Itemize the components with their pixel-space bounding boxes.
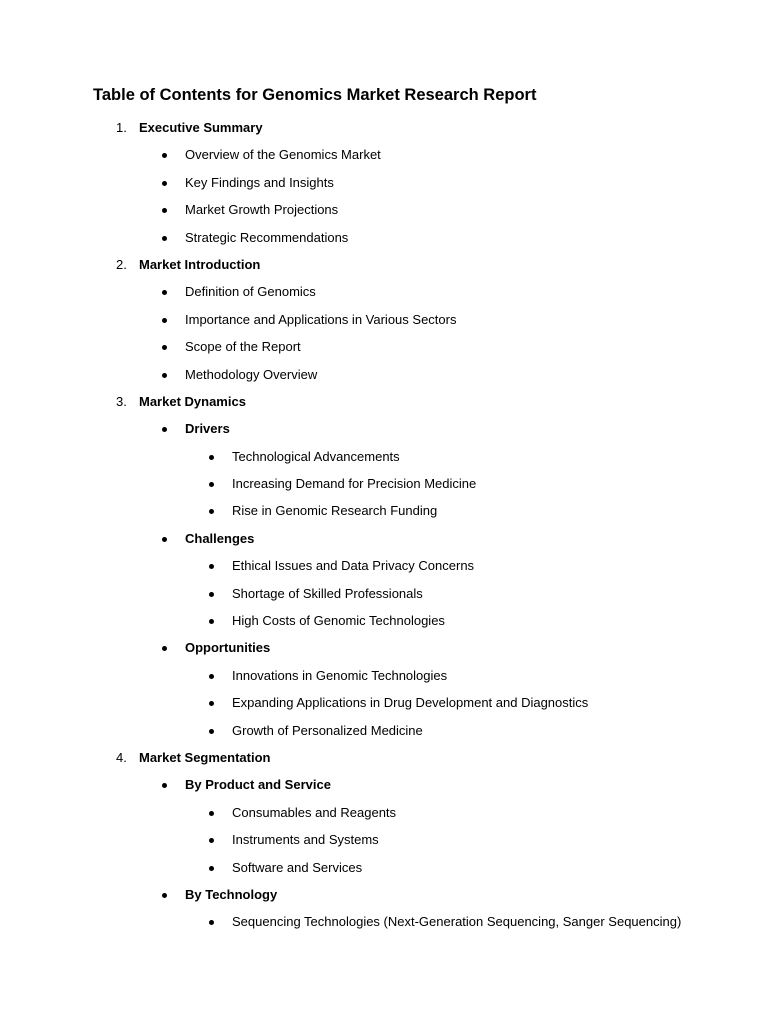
toc-section: [0, 390, 768, 417]
bullet-icon: [209, 674, 214, 679]
bullet-icon: [209, 701, 214, 706]
toc-item-text: Executive Summary: [139, 120, 263, 135]
toc-item-text: Expanding Applications in Drug Development and Diagnostics: [232, 695, 589, 711]
toc-item-text: By Product and Service: [185, 777, 331, 793]
toc-item: [0, 883, 768, 910]
bullet-icon: [162, 181, 167, 186]
bullet-icon: [209, 482, 214, 487]
section-number: 4.: [116, 749, 127, 765]
bullet-icon: [209, 729, 214, 734]
toc-subitem: [0, 691, 768, 718]
bullet-icon: [209, 592, 214, 597]
bullet-icon: [162, 373, 167, 378]
toc-item: [0, 143, 768, 170]
toc-item-text: Shortage of Skilled Professionals: [232, 585, 423, 601]
toc-item-text: Consumables and Reagents: [232, 804, 397, 820]
bullet-icon: [209, 838, 214, 843]
bullet-icon: [209, 564, 214, 569]
toc-item-text: Rise in Genomic Research Funding: [232, 503, 438, 519]
toc-subitem: [0, 582, 768, 609]
bullet-icon: [162, 153, 167, 158]
toc-item-text: Methodology Overview: [185, 366, 318, 382]
toc-item-text: Innovations in Genomic Technologies: [232, 667, 448, 683]
toc-item-text: Opportunities: [185, 640, 271, 656]
toc-item-text: Sequencing Technologies (Next-Generation Sequencing, Sanger Sequencing): [232, 914, 682, 930]
toc-item: [0, 280, 768, 307]
bullet-icon: [209, 509, 214, 514]
bullet-icon: [162, 646, 167, 651]
toc-item-text: Key Findings and Insights: [185, 174, 334, 190]
toc-item-text: Ethical Issues and Data Privacy Concerns: [232, 558, 475, 574]
toc-item: [0, 308, 768, 335]
toc-subitem: [0, 472, 768, 499]
toc-item-text: Software and Services: [232, 859, 363, 875]
toc-subitem: [0, 499, 768, 526]
toc-subitem: [0, 664, 768, 691]
bullet-icon: [209, 619, 214, 624]
toc-item: [0, 198, 768, 225]
toc-subitem: [0, 445, 768, 472]
bullet-icon: [209, 455, 214, 460]
bullet-icon: [162, 427, 167, 432]
toc-item-text: Instruments and Systems: [232, 832, 379, 848]
toc-subitem: [0, 828, 768, 855]
section-number: 1.: [116, 120, 127, 135]
toc-item-text: Increasing Demand for Precision Medicine: [232, 476, 477, 492]
bullet-icon: [209, 920, 214, 925]
toc-item: [0, 773, 768, 800]
table-of-contents: [0, 116, 768, 938]
bullet-icon: [162, 537, 167, 542]
toc-item-text: Market Growth Projections: [185, 202, 339, 218]
toc-item-text: Definition of Genomics: [185, 284, 316, 300]
toc-item-text: Strategic Recommendations: [185, 229, 349, 245]
bullet-icon: [162, 893, 167, 898]
toc-item-text: Market Segmentation: [139, 749, 271, 765]
toc-subitem: [0, 719, 768, 746]
bullet-icon: [162, 345, 167, 350]
document-title: Table of Contents for Genomics Market Research Report: [93, 86, 537, 104]
toc-item-text: Technological Advancements: [232, 448, 400, 464]
bullet-icon: [209, 811, 214, 816]
section-number: 3.: [116, 393, 127, 409]
toc-item-text: Market Dynamics: [139, 393, 246, 409]
toc-item: [0, 335, 768, 362]
toc-section: [0, 746, 768, 773]
toc-subitem: [0, 856, 768, 883]
toc-subitem: [0, 609, 768, 636]
toc-item: [0, 417, 768, 444]
toc-item-text: Drivers: [185, 421, 230, 437]
toc-item: [0, 226, 768, 253]
toc-item-text: Scope of the Report: [185, 339, 301, 355]
toc-item: [0, 171, 768, 198]
toc-item-text: Market Introduction: [139, 256, 261, 272]
bullet-icon: [162, 208, 167, 213]
toc-section: [0, 253, 768, 280]
toc-item: [0, 636, 768, 663]
toc-item-text: Growth of Personalized Medicine: [232, 722, 423, 738]
bullet-icon: [162, 236, 167, 241]
bullet-icon: [209, 866, 214, 871]
toc-item-text: Importance and Applications in Various Sectors: [185, 311, 457, 327]
toc-item: [0, 363, 768, 390]
toc-item: [0, 527, 768, 554]
toc-subitem: [0, 801, 768, 828]
section-number: 2.: [116, 256, 127, 272]
toc-item-text: High Costs of Genomic Technologies: [232, 613, 445, 629]
toc-item-text: By Technology: [185, 886, 278, 902]
bullet-icon: [162, 783, 167, 788]
toc-item-text: Overview of the Genomics Market: [185, 147, 381, 163]
toc-item-text: Challenges: [185, 530, 255, 546]
bullet-icon: [162, 318, 167, 323]
toc-subitem: [0, 910, 768, 937]
toc-section: [0, 116, 768, 143]
toc-subitem: [0, 554, 768, 581]
bullet-icon: [162, 290, 167, 295]
